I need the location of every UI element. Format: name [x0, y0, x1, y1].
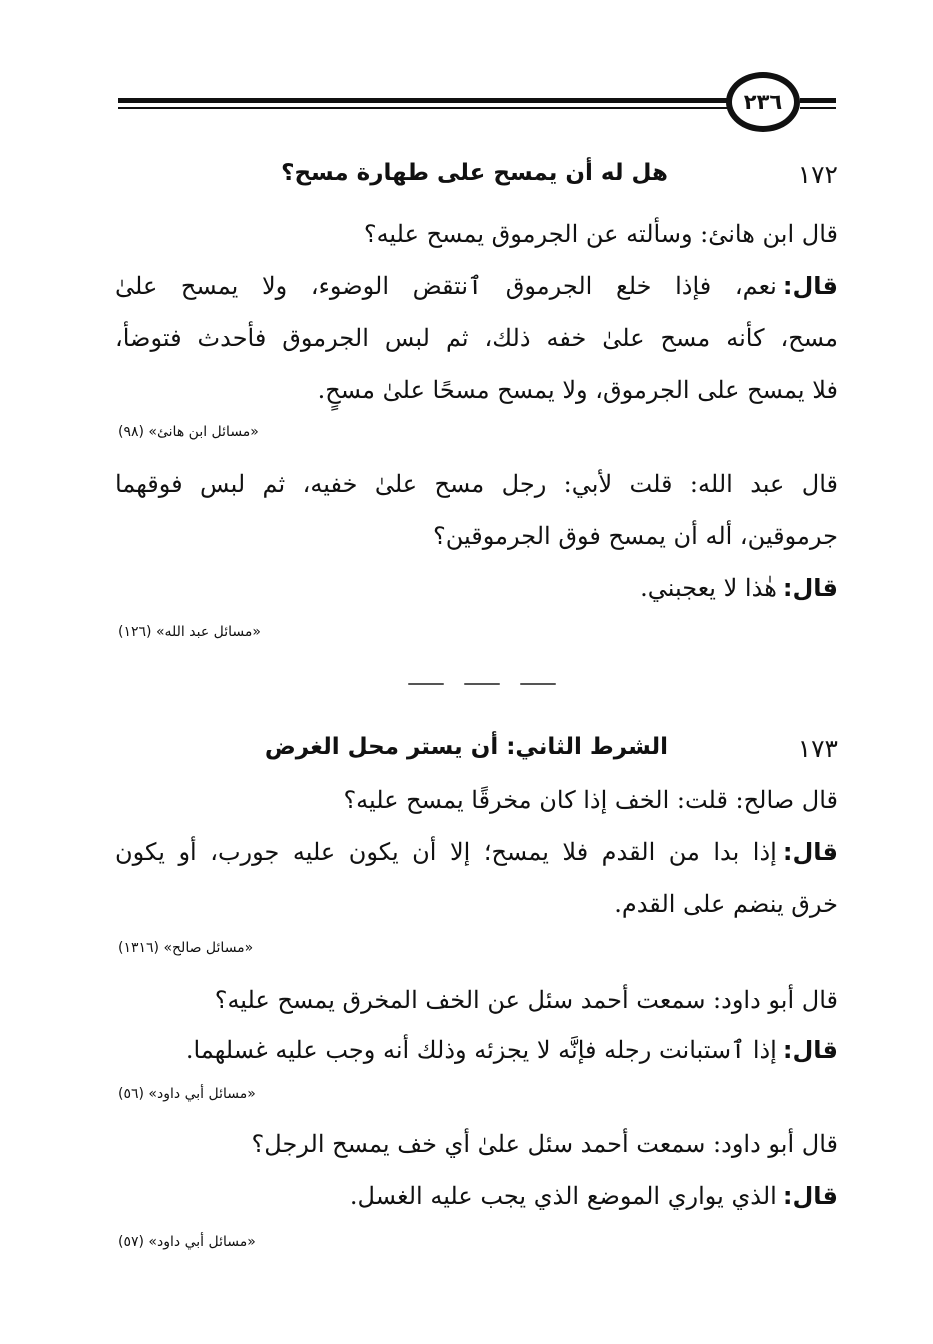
text-line: [364, 220, 838, 248]
line-text: قال أبو داود: سمعت أحمد سئل عن الخف المخرق يمسح عليه؟: [214, 986, 838, 1014]
line-text: قال أبو داود: سمعت أحمد سئل علىٰ أي خف يمسح الرجل؟: [251, 1130, 838, 1158]
text-line: [252, 1130, 838, 1158]
text-line: [350, 1182, 838, 1210]
divider-stroke: [464, 683, 500, 685]
section-number: ١٧٣: [797, 734, 838, 763]
text-line: [433, 522, 838, 550]
line-text: نعم، فإذا خلع الجرموق ٱنتقض الوضوء، ولا يمسح علىٰ: [115, 272, 777, 300]
header-rule-right-thin: [800, 107, 836, 109]
text-line: [318, 376, 838, 404]
section-title: هل له أن يمسح على طهارة مسح؟: [281, 160, 668, 186]
text-line: [115, 470, 838, 498]
source-citation: «مسائل أبي داود» (٥٦): [118, 1086, 256, 1102]
line-text: قال صالح: قلت: الخف إذا كان مخرقًا يمسح عليه؟: [343, 786, 838, 814]
divider-stroke: [408, 683, 444, 685]
source-citation: «مسائل ابن هانئ» (٩٨): [118, 424, 259, 440]
line-text: هٰذا لا يعجبني.: [640, 574, 777, 602]
line-text: إذا بدا من القدم فلا يمسح؛ إلا أن يكون عليه جورب، أو يكون: [115, 838, 777, 866]
speaker-label: قال:: [782, 574, 838, 602]
speaker-label: قال:: [782, 1036, 838, 1064]
line-text: جرموقين، أله أن يمسح فوق الجرموقين؟: [433, 522, 838, 550]
section-title: الشرط الثاني: أن يستر محل الغرض: [264, 734, 668, 760]
line-text: قال ابن هانئ: وسألته عن الجرموق يمسح عليه؟: [363, 220, 838, 248]
line-text: مسح، كأنه مسح علىٰ خفه ذلك، ثم لبس الجرموق فأحدث فتوضأ،: [115, 324, 838, 352]
header-rule-thin: [118, 107, 728, 109]
source-citation: «مسائل صالح» (١٣١٦): [118, 940, 254, 956]
page-number: ٢٣٦: [726, 72, 800, 132]
divider-stroke: [520, 683, 556, 685]
text-line: [115, 838, 838, 866]
source-citation: «مسائل عبد الله» (١٢٦): [118, 624, 261, 640]
line-text: فلا يمسح على الجرموق، ولا يمسح مسحًا علىٰ مسحٍ.: [317, 376, 838, 404]
text-line: [186, 1036, 838, 1064]
header-rule-right: [800, 98, 836, 103]
text-line: [115, 272, 838, 300]
line-text: قال عبد الله: قلت لأبي: رجل مسح علىٰ خفيه، ثم لبس فوقهما: [115, 470, 838, 498]
text-line: [215, 986, 838, 1014]
speaker-label: قال:: [782, 838, 838, 866]
speaker-label: قال:: [782, 1182, 838, 1210]
header-rule: [118, 98, 728, 103]
speaker-label: قال:: [782, 272, 838, 300]
text-line: [640, 574, 838, 602]
text-line: [614, 890, 838, 918]
line-text: إذا ٱستبانت رجله فإنَّه لا يجزئه وذلك أنه وجب عليه غسلهما.: [185, 1036, 777, 1064]
section-number: ١٧٢: [797, 160, 838, 189]
line-text: خرق ينضم على القدم.: [614, 890, 838, 918]
text-line: [115, 324, 838, 352]
ornament-divider: [408, 678, 556, 690]
line-text: الذي يواري الموضع الذي يجب عليه الغسل.: [349, 1182, 777, 1210]
text-line: [343, 786, 838, 814]
source-citation: «مسائل أبي داود» (٥٧): [118, 1234, 256, 1250]
